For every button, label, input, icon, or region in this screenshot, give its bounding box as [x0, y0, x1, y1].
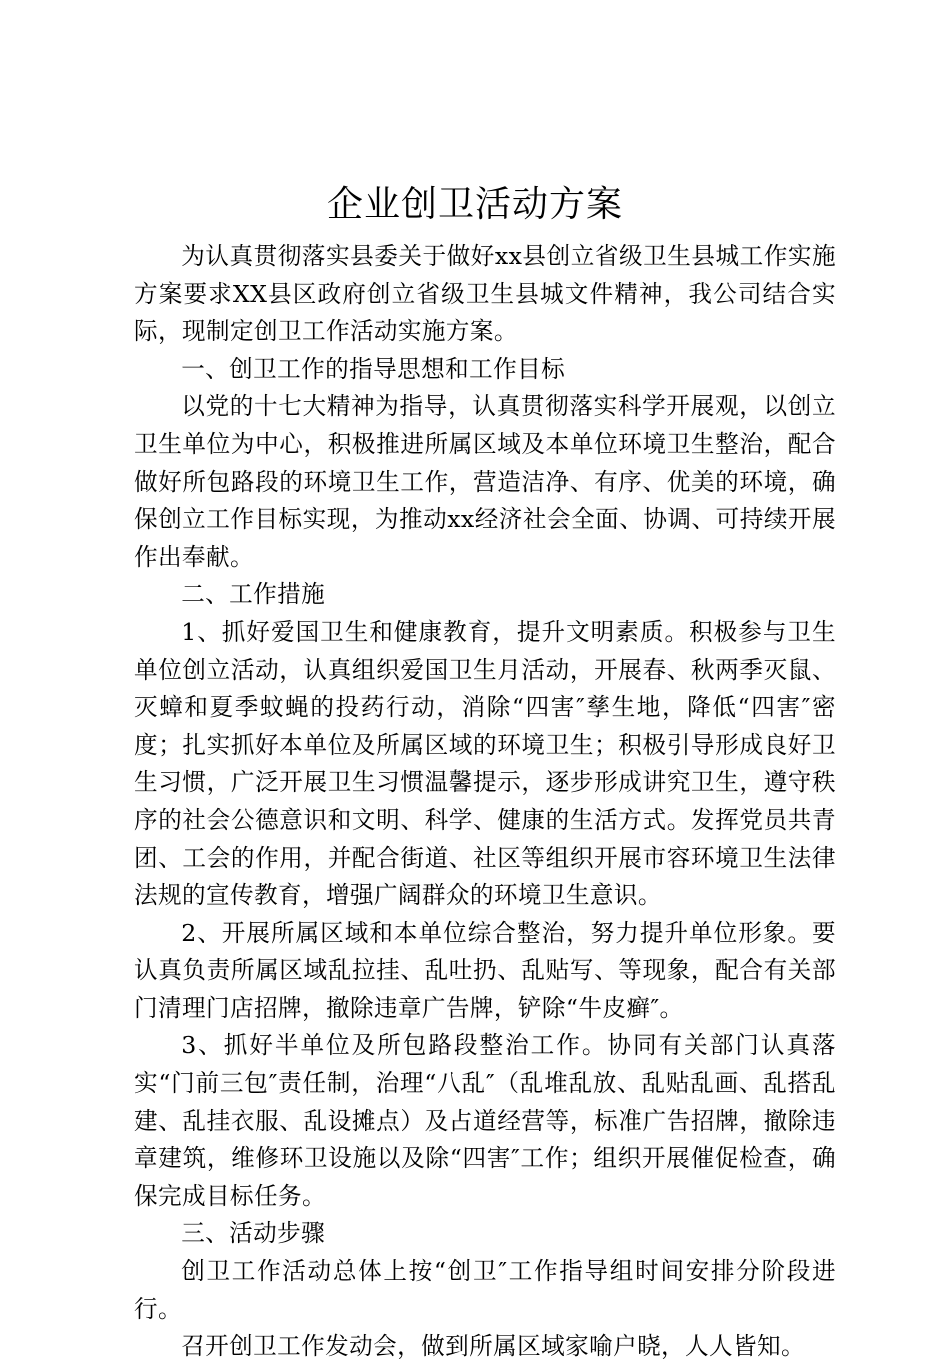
paragraph-kickoff: 召开创卫工作发动会，做到所属区域家喻户晓，人人皆知。	[181, 1332, 806, 1361]
paragraph-guiding-thought: 以党的十七大精神为指导，认真贯彻落实科学开展观，以创立卫生单位为中心，积极推进所属区域及本单位环境卫生整治，配合做好所包路段的环境卫生工作，营造洁净、有序、优美的环境，确保创立工作目标实现，为推动xx经济社会全面、协调、可持续开展作出奉献。	[134, 392, 836, 571]
paragraph-measure-1: 1、抓好爱国卫生和健康教育，提升文明素质。积极参与卫生单位创立活动，认真组织爱国卫生月活动，开展春、秋两季灭鼠、灭蟑和夏季蚊蝇的投药行动，消除“四害″孳生地，降低“四害″密度；扎实抓好本单位及所属区域的环境卫生；积极引导形成良好卫生习惯，广泛开展卫生习惯温馨提示，逐步形成讲究卫生，遵守秩序的社会公德意识和文明、科学、健康的生活方式。发挥党员共青团、工会的作用，并配合街道、社区等组织开展市容环境卫生法律法规的宣传教育，增强广阔群众的环境卫生意识。	[134, 617, 836, 910]
document-title: 企业创卫活动方案	[326, 184, 623, 225]
document-body	[134, 238, 836, 1366]
paragraph-measure-3: 3、抓好半单位及所包路段整治工作。协同有关部门认真落实“门前三包″责任制，治理“八乱″（乱堆乱放、乱贴乱画、乱搭乱建、乱挂衣服、乱设摊点）及占道经营等，标准广告招牌，撤除违章建筑，维修环卫设施以及除“四害″工作；组织开展催促检查，确保完成目标任务。	[134, 1031, 836, 1210]
section-heading-3: 三、活动步骤	[181, 1219, 326, 1248]
section-heading-2: 二、工作措施	[181, 580, 326, 609]
section-heading-1: 一、创卫工作的指导思想和工作目标	[181, 354, 566, 383]
paragraph-measure-2: 2、开展所属区域和本单位综合整治，努力提升单位形象。要认真负责所属区域乱拉挂、乱吐扔、乱贴写、等现象，配合有关部门清理门店招牌，撤除违章广告牌，铲除“牛皮癣″。	[134, 918, 836, 1022]
paragraph-steps: 创卫工作活动总体上按“创卫″工作指导组时间安排分阶段进行。	[134, 1257, 836, 1323]
paragraph-intro: 为认真贯彻落实县委关于做好xx县创立省级卫生县城工作实施方案要求XX县区政府创立省级卫生县城文件精神，我公司结合实际，现制定创卫工作活动实施方案。	[134, 242, 836, 346]
